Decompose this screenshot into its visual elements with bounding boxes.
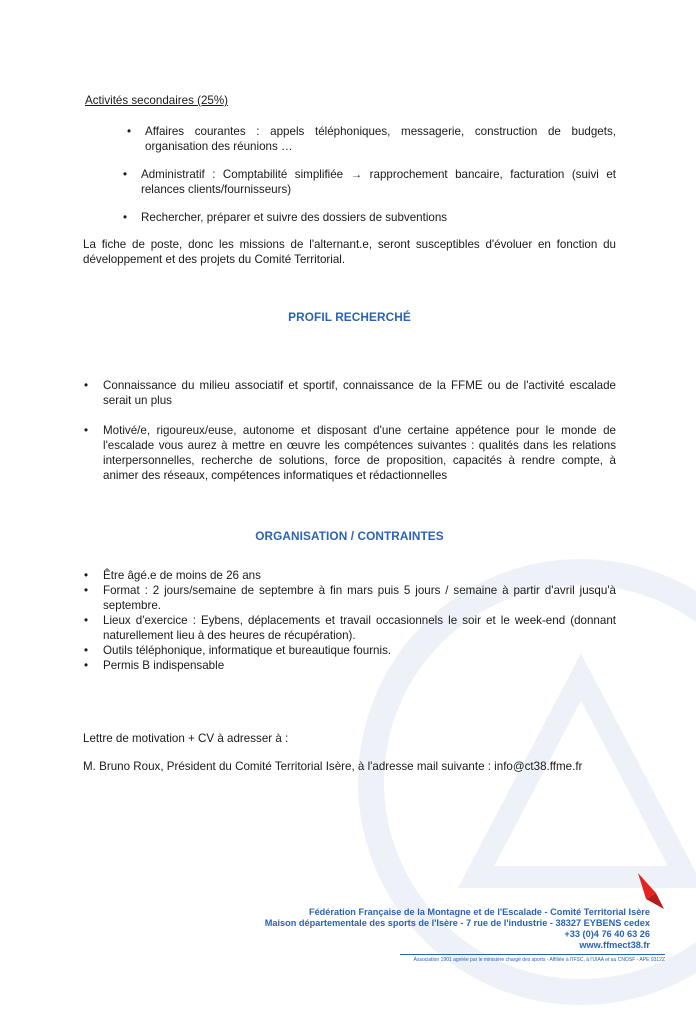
fiche-paragraph: La fiche de poste, donc les missions de l'alternant.e, seront susceptibles d'évoluer en fonction du développement et des projets du Comité Territorial.: [83, 238, 616, 266]
document-body: [83, 93, 616, 774]
bullet-icon: •: [84, 584, 89, 597]
list-item: • Motivé/e, rigoureux/euse, autonome et disposant d'une certaine appétence pour le monde de l'escalade vous aurez à mettre en œuvre les compétences suivantes : qualités dans les relations interpersonnelles, recherche de solutions, force de proposition, capacités à rendre compte, à animer des réseaux, compétences informatiques et rédactionnelles: [84, 424, 616, 482]
list-item: • Affaires courantes : appels téléphoniques, messagerie, construction de budgets, organisation des réunions …: [127, 125, 616, 153]
bullet-icon: •: [84, 424, 89, 437]
bullet-icon: •: [127, 125, 132, 138]
list-item: • Format : 2 jours/semaine de septembre à fin mars puis 5 jours / semaine à partir d'avril jusqu'à septembre.: [84, 584, 616, 612]
secondary-activities-title: Activités secondaires (25%): [85, 94, 229, 107]
bullet-icon: •: [84, 379, 89, 392]
footer-legal: Association 1901 agréée par le ministère chargé des sports - Affiliée à l'IFSC, à l'UIAA et au CNOSF - APE 9312Z: [413, 957, 665, 963]
profil-list: [83, 378, 616, 483]
letter-contact: M. Bruno Roux, Président du Comité Territorial Isère, à l'adresse mail suivante : info@ct38.ffme.fr: [83, 760, 583, 773]
list-item: • Permis B indispensable: [84, 659, 225, 672]
bullet-icon: •: [84, 569, 89, 582]
list-item: • Administratif : Comptabilité simplifiée → rapprochement bancaire, facturation (suivi et relances clients/fournisseurs): [123, 168, 616, 196]
list-item: • Connaissance du milieu associatif et sportif, connaissance de la FFME ou de l'activité escalade serait un plus: [84, 379, 616, 407]
bullet-icon: •: [84, 659, 89, 672]
list-item: • Rechercher, préparer et suivre des dossiers de subventions: [123, 211, 448, 224]
bullet-icon: •: [123, 168, 128, 181]
footer-org: Fédération Française de la Montagne et de l'Escalade - Comité Territorial Isère: [308, 907, 650, 917]
footer-divider: [400, 954, 665, 955]
footer-website[interactable]: www.ffmect38.fr: [579, 940, 650, 950]
organisation-list: [83, 568, 616, 673]
list-item: • Être âgé.e de moins de 26 ans: [84, 569, 261, 582]
footer-address: Maison départementale des sports de l'Isère - 7 rue de l'industrie - 38327 EYBENS cedex: [264, 918, 650, 928]
footer-phone: +33 (0)4 76 40 63 26: [564, 929, 650, 939]
secondary-activities-list: [83, 124, 616, 225]
bullet-icon: •: [123, 211, 128, 224]
bullet-icon: •: [84, 614, 89, 627]
list-item: • Lieux d'exercice : Eybens, déplacements et travail occasionnels le soir et le week-end (donnant naturellement lieu à des heures de récupération).: [84, 614, 616, 642]
footer: [265, 907, 650, 951]
bullet-icon: •: [84, 644, 89, 657]
organisation-heading: ORGANISATION / CONTRAINTES: [255, 529, 444, 543]
letter-intro: Lettre de motivation + CV à adresser à :: [83, 732, 289, 745]
list-item: • Outils téléphonique, informatique et bureautique fournis.: [84, 644, 392, 657]
profil-heading: PROFIL RECHERCHÉ: [288, 310, 411, 324]
